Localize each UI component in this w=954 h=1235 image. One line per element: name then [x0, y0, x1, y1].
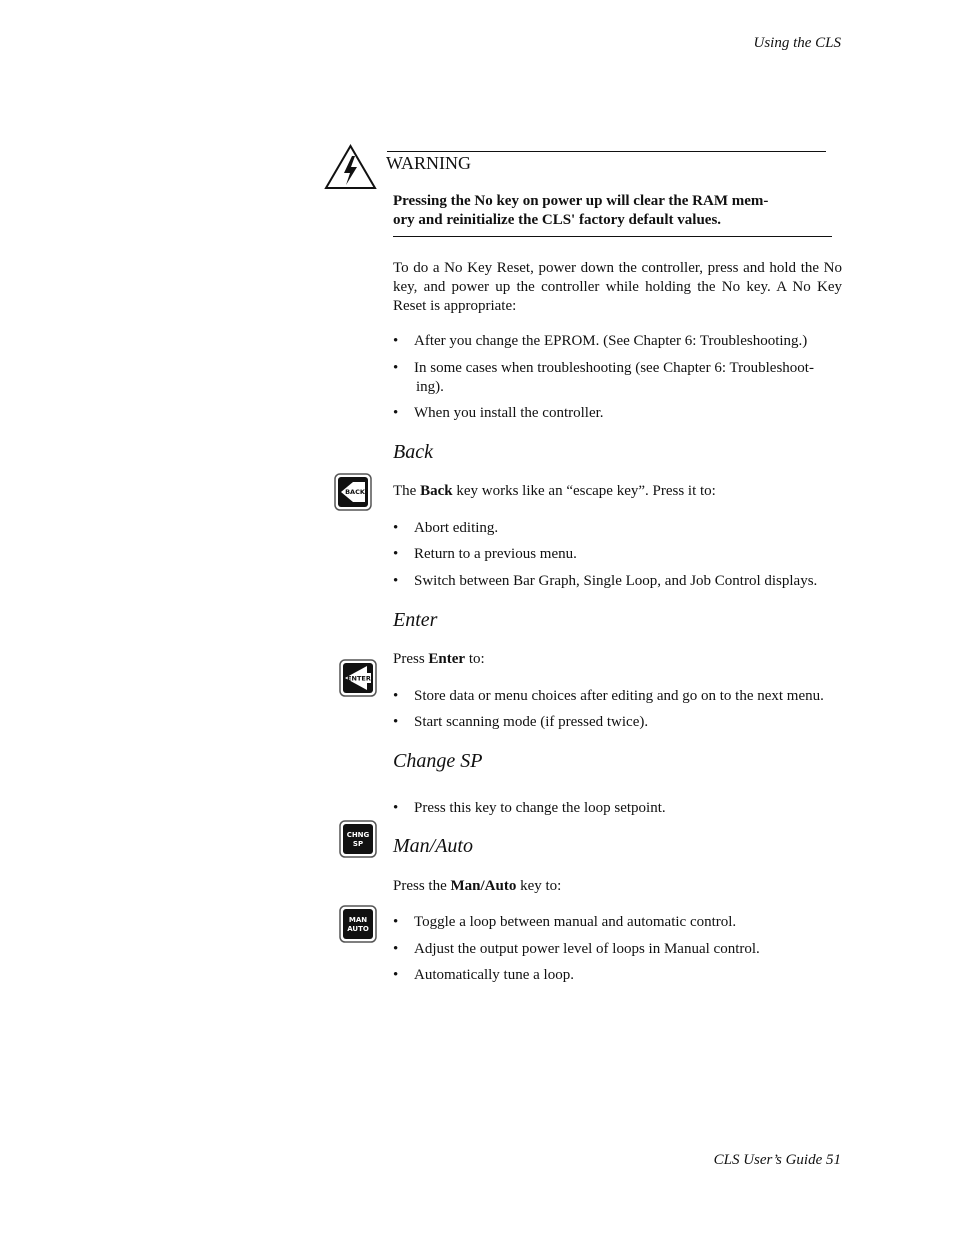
svg-text:SP: SP — [352, 840, 364, 848]
list-item: • Press this key to change the loop setpoint. — [393, 800, 666, 816]
svg-text:AUTO: AUTO — [347, 925, 369, 933]
warning-text — [393, 192, 768, 230]
warning-icon — [324, 144, 377, 190]
section-title-back: Back — [393, 441, 433, 463]
warning-text-line1: Pressing the No key on power up will clear the RAM mem- — [393, 193, 769, 209]
page-footer: CLS User’s Guide 51 — [713, 1152, 841, 1168]
no-key-reset-paragraph: To do a No Key Reset, power down the controller, press and hold the No key, and power up the controller while holding the No key. A No Key Reset is appropriate: — [393, 260, 842, 314]
svg-text:CHNG: CHNG — [346, 831, 370, 839]
warning-bottom-rule — [393, 236, 832, 237]
man-auto-key-icon — [339, 905, 377, 943]
list-item: • When you install the controller. — [393, 405, 604, 421]
man-auto-key-name: Man/Auto — [450, 878, 517, 894]
running-header: Using the CLS — [753, 35, 841, 51]
warning-top-rule — [387, 151, 826, 152]
list-item: • Toggle a loop between manual and automatic control. — [393, 914, 737, 930]
back-key-name: Back — [420, 483, 453, 499]
back-key-icon — [334, 473, 372, 511]
back-description: The Back key works like an “escape key”. Press it to: — [393, 483, 716, 499]
svg-text:BACK: BACK — [345, 488, 365, 496]
enter-key-name: Enter — [428, 651, 466, 667]
list-item: • Switch between Bar Graph, Single Loop, and Job Control displays. — [393, 573, 818, 589]
enter-description: Press Enter to: — [393, 651, 485, 667]
list-item: • Start scanning mode (if pressed twice). — [393, 714, 649, 730]
svg-text:ENTER: ENTER — [347, 674, 371, 683]
section-title-change-sp: Change SP — [393, 750, 483, 772]
svg-text:MAN: MAN — [348, 916, 368, 924]
list-item: • After you change the EPROM. (See Chapter 6: Troubleshooting.) — [393, 333, 808, 349]
section-title-enter: Enter — [393, 609, 438, 631]
enter-key-icon — [339, 659, 377, 697]
man-auto-description: Press the Man/Auto key to: — [393, 878, 562, 894]
list-item: • Abort editing. — [393, 520, 499, 536]
list-item: • Return to a previous menu. — [393, 546, 577, 562]
section-title-man-auto: Man/Auto — [393, 835, 473, 857]
list-item: • Adjust the output power level of loops in Manual control. — [393, 941, 760, 957]
warning-text-line2: ory and reinitialize the CLS' factory default values. — [393, 212, 722, 228]
change-sp-key-icon — [339, 820, 377, 858]
list-item: • Store data or menu choices after editing and go on to the next menu. — [393, 688, 824, 704]
list-item: • Automatically tune a loop. — [393, 967, 574, 983]
warning-label: WARNING — [386, 153, 471, 173]
list-item-continuation: ing). — [416, 379, 444, 395]
list-item: • In some cases when troubleshooting (see Chapter 6: Troubleshoot- ing). — [393, 360, 814, 395]
